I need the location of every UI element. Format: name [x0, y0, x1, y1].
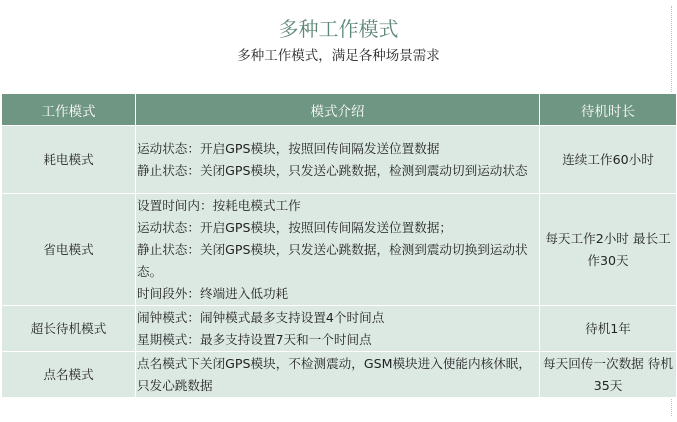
page-title: 多种工作模式 — [278, 17, 399, 41]
mode-description-cell — [136, 194, 540, 306]
description-line: 星期模式：最多支持设置7天和一个时间点 — [137, 331, 372, 347]
mode-name-cell: 点名模式 — [2, 352, 136, 398]
column-header-description: 模式介绍 — [136, 94, 540, 126]
mode-description-cell — [136, 352, 540, 398]
page-subtitle: 多种工作模式，满足各种场景需求 — [237, 48, 440, 64]
standby-duration-cell: 待机1年 — [540, 306, 677, 352]
column-header-standby: 待机时长 — [540, 94, 677, 126]
work-mode-table — [1, 93, 677, 398]
mode-name-cell: 超长待机模式 — [2, 306, 136, 352]
standby-duration-cell: 每天回传一次数据 待机35天 — [540, 352, 677, 398]
mode-name-cell: 耗电模式 — [2, 126, 136, 194]
mode-description-cell — [136, 306, 540, 352]
description-line: 静止状态：关闭GPS模块，只发送心跳数据，检测到震动切换到运动状态。 — [137, 241, 528, 279]
mode-name-cell: 省电模式 — [2, 194, 136, 306]
description-line: 运动状态：开启GPS模块，按照回传间隔发送位置数据 — [137, 140, 440, 156]
table-row — [2, 306, 677, 352]
column-header-mode: 工作模式 — [2, 94, 136, 126]
standby-duration-cell: 连续工作60小时 — [540, 126, 677, 194]
description-line: 设置时间内：按耗电模式工作 — [137, 197, 301, 213]
table-row — [2, 194, 677, 306]
description-line: 点名模式下关闭GPS模块，不检测震动，GSM模块进入使能内核休眠，只发心跳数据 — [137, 355, 531, 393]
description-line: 时间段外：终端进入低功耗 — [137, 285, 289, 301]
description-line: 运动状态：开启GPS模块，按照回传间隔发送位置数据； — [137, 219, 453, 235]
table-header-row — [2, 94, 677, 126]
table-row — [2, 126, 677, 194]
description-line: 静止状态：关闭GPS模块，只发送心跳数据，检测到震动切到运动状态 — [137, 162, 528, 178]
table-row — [2, 352, 677, 398]
description-line: 闹钟模式：闹钟模式最多支持设置4个时间点 — [137, 309, 385, 325]
mode-description-cell — [136, 126, 540, 194]
standby-duration-cell: 每天工作2小时 最长工作30天 — [540, 194, 677, 306]
